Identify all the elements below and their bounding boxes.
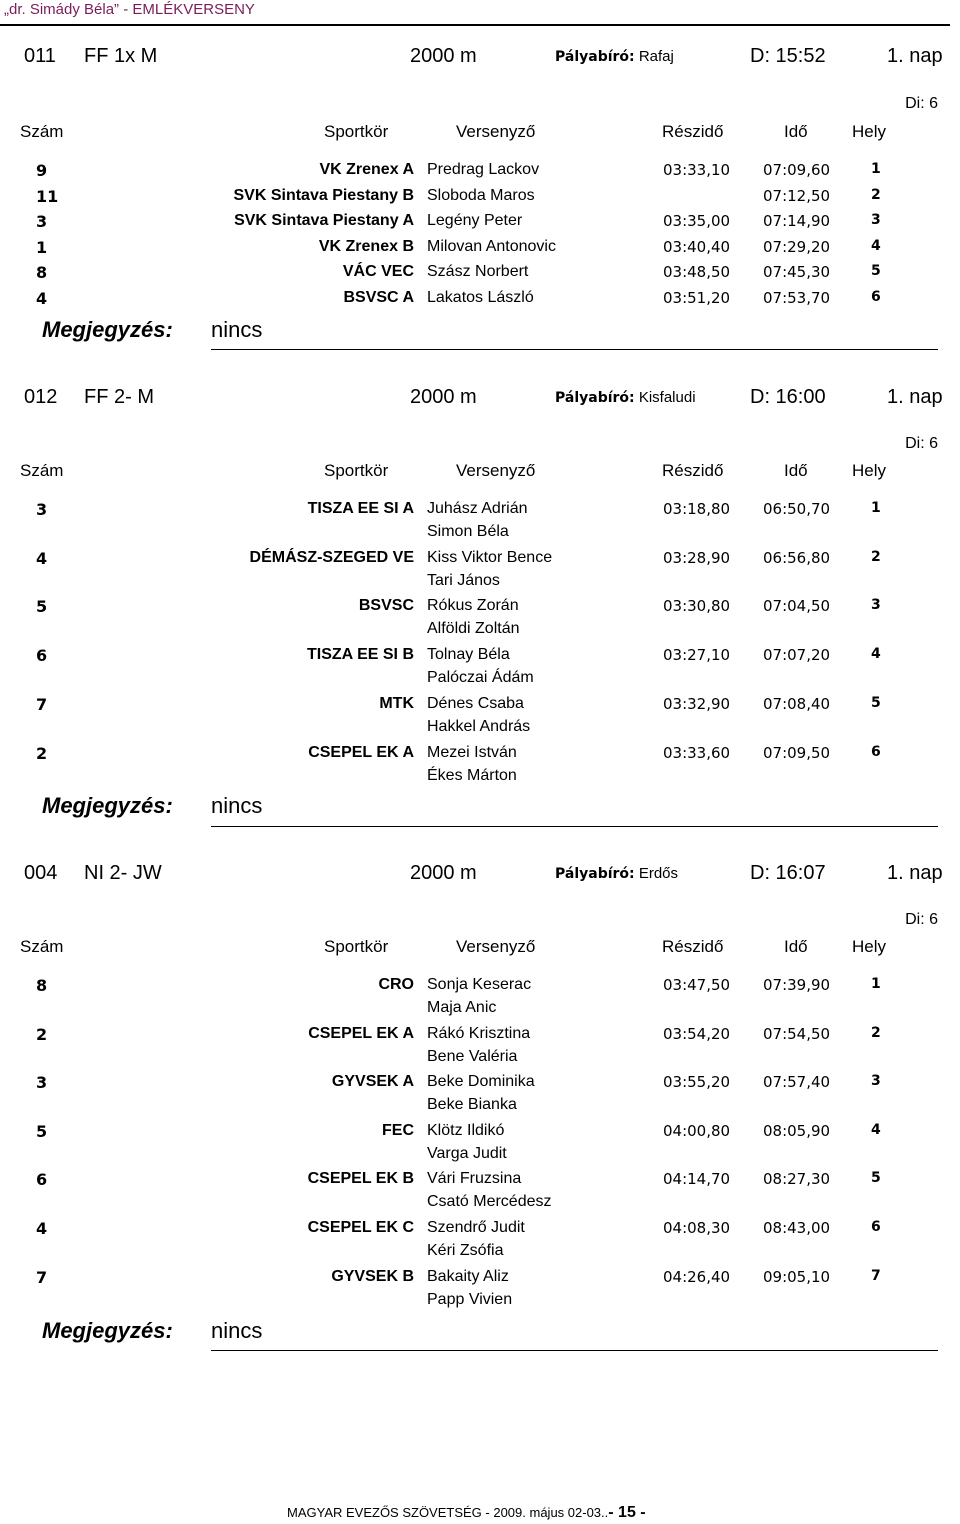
race-number: 011 [24, 45, 56, 67]
table-row [0, 500, 960, 548]
umpire [555, 865, 678, 882]
col-ido: Idő [784, 937, 808, 956]
umpire-label: Pályabíró: [555, 49, 635, 65]
competitor-name-2: Palóczai Ádám [427, 669, 534, 687]
placement: 5 [871, 1170, 881, 1187]
club-name: VÁC VEC [342, 263, 414, 281]
note-value: nincs [211, 1318, 263, 1343]
col-reszido: Részidő [662, 461, 724, 480]
table-row [0, 549, 960, 597]
col-szam: Szám [20, 461, 64, 480]
club-name: GYVSEK B [331, 1267, 414, 1285]
umpire-label: Pályabíró: [555, 390, 635, 406]
competitor-name: Kiss Viktor Bence [427, 548, 553, 566]
boat-class: NI 2- JW [84, 862, 162, 884]
lane-number: 5 [36, 1121, 48, 1141]
race-day: 1. nap [887, 45, 943, 67]
placement: 4 [871, 646, 881, 663]
competitor-name: Rákó Krisztina [427, 1024, 531, 1042]
col-sportkor: Sportkör [324, 461, 389, 480]
lane-number: 1 [36, 237, 48, 257]
competitor-name: Juhász Adrián [427, 500, 528, 517]
competitor-name-2: Hakkel András [427, 717, 531, 735]
umpire [555, 48, 674, 65]
umpire-name: Rafaj [638, 48, 674, 65]
di-count: Di: 6 [905, 95, 938, 112]
split-time: 03:40,40 [663, 237, 731, 256]
competitor-name: Legény Peter [427, 212, 523, 230]
note-underline [211, 349, 938, 350]
note-label: Megjegyzés: [42, 317, 173, 342]
placement: 5 [871, 694, 881, 711]
placement: 1 [871, 500, 881, 516]
competitor-name: Szász Norbert [427, 263, 529, 281]
lane-number: 7 [36, 1267, 48, 1287]
table-row [0, 695, 960, 743]
competitor-name-2: Beke Bianka [427, 1096, 517, 1114]
table-row [0, 1025, 960, 1073]
competitor-name: Lakatos László [427, 289, 534, 306]
col-versenyzo: Versenyző [456, 937, 536, 956]
lane-number: 8 [36, 263, 48, 283]
note-underline [211, 1350, 938, 1351]
placement: 2 [871, 548, 881, 565]
placement: 6 [871, 1219, 881, 1235]
competitor-name: Szendrő Judit [427, 1219, 525, 1236]
finish-time: 07:29,20 [763, 237, 831, 256]
finish-time: 07:07,20 [763, 646, 831, 665]
event-title: „dr. Simády Béla” - EMLÉKVERSENY [4, 1, 255, 18]
club-name: FEC [382, 1121, 414, 1139]
split-time: 03:54,20 [663, 1024, 731, 1043]
note-value: nincs [211, 317, 263, 342]
split-time: 03:47,50 [663, 976, 731, 994]
placement: 5 [871, 263, 881, 280]
split-time: 04:00,80 [663, 1121, 731, 1140]
di-count: Di: 6 [905, 911, 938, 928]
club-name: TISZA EE SI B [307, 646, 414, 664]
competitor-name: Vári Fruzsina [427, 1170, 522, 1188]
race-start-time: D: 16:07 [750, 862, 826, 884]
table-row [0, 646, 960, 694]
finish-time: 07:08,40 [763, 694, 831, 713]
split-time: 03:30,80 [663, 597, 731, 616]
table-row [0, 744, 960, 792]
table-row [0, 1122, 960, 1170]
placement: 1 [871, 161, 881, 177]
competitor-name-2: Alföldi Zoltán [427, 620, 520, 638]
table-row [0, 1268, 960, 1316]
placement: 3 [871, 212, 881, 229]
club-name: MTK [379, 694, 414, 712]
split-time: 04:08,30 [663, 1219, 731, 1237]
col-ido: Idő [784, 461, 808, 480]
split-time: 04:14,70 [663, 1170, 731, 1189]
split-time: 03:55,20 [663, 1073, 731, 1092]
competitor-name-2: Bene Valéria [427, 1047, 518, 1065]
finish-time: 07:45,30 [763, 263, 831, 282]
race-start-time: D: 16:00 [750, 386, 826, 408]
lane-number: 3 [36, 1073, 48, 1093]
competitor-name-2: Papp Vivien [427, 1290, 513, 1308]
competitor-name-2: Csató Mercédesz [427, 1193, 552, 1211]
competitor-name-2: Varga Judit [427, 1144, 507, 1162]
split-time: 04:26,40 [663, 1267, 731, 1286]
competitor-name: Beke Dominika [427, 1073, 535, 1091]
col-sportkor: Sportkör [324, 122, 389, 141]
finish-time: 07:39,90 [763, 976, 831, 994]
finish-time: 09:05,10 [763, 1267, 831, 1286]
competitor-name: Dénes Csaba [427, 694, 524, 712]
split-time: 03:35,00 [663, 212, 731, 231]
competitor-name: Sonja Keserac [427, 976, 532, 993]
club-name: DÉMÁSZ-SZEGED VE [249, 548, 414, 566]
lane-number: 2 [36, 743, 48, 763]
club-name: CSEPEL EK B [307, 1170, 414, 1188]
placement: 3 [871, 597, 881, 614]
club-name: VK Zrenex A [319, 161, 414, 178]
club-name: TISZA EE SI A [307, 500, 414, 517]
placement: 7 [871, 1267, 881, 1284]
table-row [0, 597, 960, 645]
note-label: Megjegyzés: [42, 1318, 173, 1343]
col-hely: Hely [852, 122, 887, 141]
finish-time: 07:09,60 [763, 161, 831, 179]
club-name: CRO [378, 976, 414, 993]
competitor-name: Tolnay Béla [427, 646, 510, 664]
header-divider [0, 24, 950, 26]
placement: 2 [871, 1024, 881, 1041]
col-reszido: Részidő [662, 937, 724, 956]
table-row [0, 1170, 960, 1218]
race-day: 1. nap [887, 862, 943, 884]
club-name: SVK Sintava Piestany A [234, 212, 414, 230]
club-name: BSVSC A [343, 289, 414, 306]
finish-time: 07:57,40 [763, 1073, 831, 1092]
split-time: 03:48,50 [663, 263, 731, 282]
lane-number: 6 [36, 1170, 48, 1190]
finish-time: 07:54,50 [763, 1024, 831, 1043]
finish-time: 08:43,00 [763, 1219, 831, 1237]
competitor-name: Mezei István [427, 743, 517, 761]
club-name: VK Zrenex B [318, 237, 414, 255]
race-number: 004 [24, 862, 58, 884]
lane-number: 3 [36, 500, 48, 519]
split-time: 03:32,90 [663, 694, 731, 713]
finish-time: 07:09,50 [763, 743, 831, 762]
finish-time: 08:05,90 [763, 1121, 831, 1140]
note-underline [211, 826, 938, 827]
club-name: CSEPEL EK C [307, 1219, 414, 1236]
table-row [0, 1219, 960, 1267]
lane-number: 4 [36, 1219, 48, 1238]
lane-number: 4 [36, 289, 48, 308]
lane-number: 3 [36, 212, 48, 232]
footer [287, 1504, 646, 1522]
competitor-name-2: Simon Béla [427, 523, 509, 540]
finish-time: 06:50,70 [763, 500, 831, 518]
split-time: 03:33,60 [663, 743, 731, 762]
lane-number: 8 [36, 976, 48, 995]
umpire [555, 389, 696, 406]
placement: 4 [871, 1121, 881, 1138]
finish-time: 08:27,30 [763, 1170, 831, 1189]
split-time: 03:27,10 [663, 646, 731, 665]
placement: 4 [871, 237, 881, 254]
page-number: - 15 - [608, 1504, 646, 1521]
footer-text: MAGYAR EVEZŐS SZÖVETSÉG - 2009. május 02-03.. [287, 1505, 609, 1520]
col-reszido: Részidő [662, 122, 724, 141]
col-sportkor: Sportkör [324, 937, 389, 956]
club-name: SVK Sintava Piestany B [233, 186, 414, 204]
race-day: 1. nap [887, 386, 943, 408]
lane-number: 6 [36, 646, 48, 666]
lane-number: 2 [36, 1024, 48, 1044]
competitor-name: Rókus Zorán [427, 597, 519, 615]
umpire-name: Kisfaludi [638, 389, 696, 406]
umpire-label: Pályabíró: [555, 866, 635, 882]
competitor-name-2: Tari János [427, 571, 500, 589]
col-versenyzo: Versenyző [456, 461, 536, 480]
col-hely: Hely [852, 461, 887, 480]
split-time: 03:33,10 [663, 161, 731, 179]
race-distance: 2000 m [410, 45, 477, 67]
lane-number: 11 [36, 186, 59, 206]
placement: 6 [871, 743, 881, 760]
split-time: 03:51,20 [663, 289, 731, 307]
race-distance: 2000 m [410, 386, 477, 408]
col-hely: Hely [852, 937, 887, 956]
placement: 3 [871, 1073, 881, 1090]
club-name: BSVSC [358, 597, 414, 615]
col-szam: Szám [20, 122, 64, 141]
lane-number: 7 [36, 694, 48, 714]
finish-time: 07:04,50 [763, 597, 831, 616]
club-name: GYVSEK A [331, 1073, 414, 1091]
competitor-name: Predrag Lackov [427, 161, 540, 178]
competitor-name-2: Kéri Zsófia [427, 1242, 504, 1259]
di-count: Di: 6 [905, 435, 938, 452]
split-time: 03:28,90 [663, 548, 731, 567]
umpire-name: Erdős [638, 865, 679, 882]
competitor-name: Bakaity Aliz [427, 1267, 509, 1285]
finish-time: 07:53,70 [763, 289, 831, 307]
finish-time: 07:12,50 [763, 186, 831, 205]
race-number: 012 [24, 386, 58, 408]
finish-time: 06:56,80 [763, 548, 831, 567]
race-start-time: D: 15:52 [750, 45, 826, 67]
competitor-name: Sloboda Maros [427, 186, 535, 204]
placement: 2 [871, 186, 881, 203]
lane-number: 9 [36, 161, 48, 180]
competitor-name-2: Maja Anic [427, 999, 497, 1016]
competitor-name-2: Ékes Márton [427, 766, 517, 784]
col-ido: Idő [784, 122, 808, 141]
placement: 6 [871, 289, 881, 305]
competitor-name: Klötz Ildikó [427, 1121, 505, 1139]
lane-number: 4 [36, 548, 48, 568]
club-name: CSEPEL EK A [308, 743, 414, 761]
boat-class: FF 2- M [84, 386, 154, 408]
table-row [0, 976, 960, 1024]
col-versenyzo: Versenyző [456, 122, 536, 141]
table-row [0, 1073, 960, 1121]
lane-number: 5 [36, 597, 48, 617]
col-szam: Szám [20, 937, 64, 956]
race-distance: 2000 m [410, 862, 477, 884]
note-value: nincs [211, 793, 263, 818]
boat-class: FF 1x M [84, 45, 158, 67]
competitor-name: Milovan Antonovic [427, 237, 556, 255]
split-time: 03:18,80 [663, 500, 731, 518]
note-label: Megjegyzés: [42, 793, 173, 818]
placement: 1 [871, 976, 881, 992]
club-name: CSEPEL EK A [308, 1024, 414, 1042]
finish-time: 07:14,90 [763, 212, 831, 231]
